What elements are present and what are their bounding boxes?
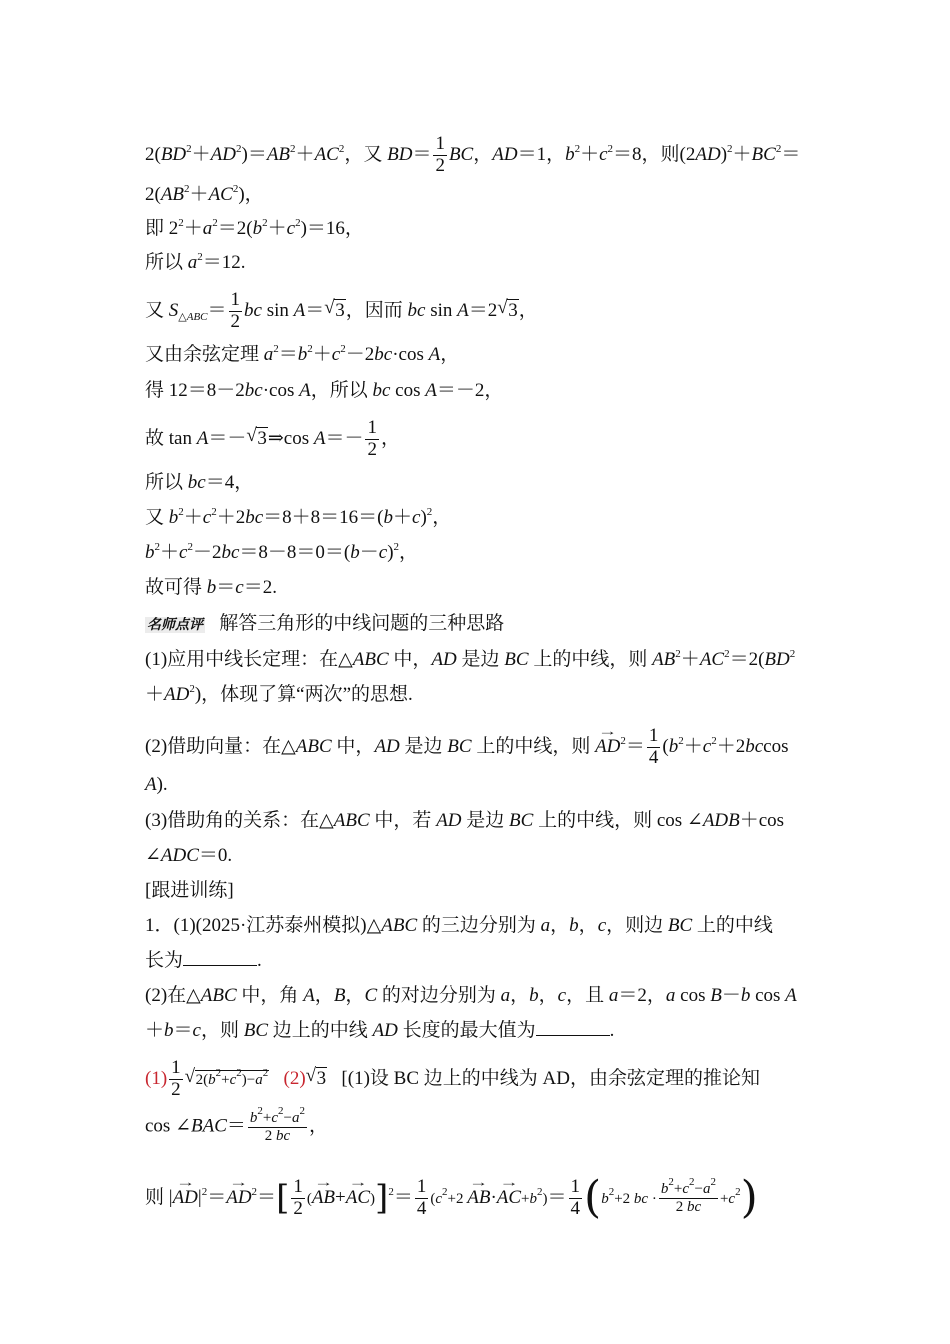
commentary-point-1b: $+AD^2$)，体现了算“两次”的思想. — [145, 683, 413, 705]
commentary-title: 解答三角形的中线问题的三种思路 — [219, 612, 505, 634]
commentary-point-2a: (2)借助向量：在△ABC 中，AD 是边 BC 上的中线，则 → $AD^2=$ $\frac{1}{4}$ ($b^2+c^2+2bccos$ — [145, 726, 788, 769]
commentary-point-1a: (1)应用中线长定理：在△ABC 中，AD 是边 BC 上的中线，则 $AB^2+AC^2=2(BD^2$ — [145, 648, 796, 670]
solution-line-11: $b^2+c^2-2bc=8-8=0=(b-c)^2$， — [145, 541, 419, 563]
commentary-point-3a: (3)借助角的关系：在△ABC 中，若 AD 是边 BC 上的中线，则 cos ∠ADB＋cos — [145, 810, 785, 831]
answer-blank-1[interactable] — [183, 951, 257, 966]
question-1-part-1-line-a: 1．(1)(2025·江苏泰州模拟)△ABC 的三边分别为 a，b，c，则边 BC 上的中线 — [145, 915, 773, 936]
cosine-formula-line: cos ∠BAC＝ $\frac{b^2+c^2-a^2}{2 bc}$ ， — [145, 1105, 329, 1144]
solution-line-3: 即 $2^2+a^2=2(b^2+c^2)=16$， — [145, 217, 364, 239]
commentary-heading — [145, 612, 504, 636]
solution-line-10: 又 $b^2+c^2+2bc=8+8=16=(b+c)^2$， — [145, 506, 452, 528]
solution-line-1: $2(BD^2+AD^2)=AB^2+AC^2$，又 BD＝ $\frac{1}{2}$ BC，AD＝1，$b^2+c^2=8$，则$(2AD)^2+BC^2=$ — [145, 133, 801, 176]
practice-header: [跟进训练] — [145, 880, 234, 901]
solution-line-8: 故 tan A＝－√ 3⇒cos A＝－ $\frac{1}{2}$ ， — [145, 418, 400, 461]
commentary-tag: 名师点评 — [147, 617, 203, 633]
commentary-point-2b: A). — [145, 774, 168, 795]
commentary-point-3b: ∠ADC＝0. — [145, 845, 233, 866]
solution-line-2: $2(AB^2+AC^2)$， — [145, 183, 264, 205]
answer-label-2: (2) — [283, 1067, 306, 1089]
question-1-part-1-line-b: 长为 . — [145, 950, 262, 971]
solution-line-7: 得 12＝8－2bc·cos A，所以 bc cos A＝－2， — [145, 380, 504, 401]
answer-explanation-start: [(1)设 BC 边上的中线为 AD，由余弦定理的推论知 — [341, 1067, 760, 1089]
solution-line-12: 故可得 b＝c＝2. — [145, 577, 277, 598]
vector-derivation-line: 则 |→ $AD|^2=\to AD^2=$[ $\frac{1}{2}$ (→ AB+→ AC)]$^2$＝ $\frac{1}{4}$ $(c^2+2 \to AB\cdot\to AC+b^2)=$ $\frac{1}{4}$ ($b^2+2$ bc · $\frac{b^2+c^2-a^2}{2 bc}$ $+c^2$) — [145, 1172, 758, 1225]
answer-line: (1) $\frac{1}{2}$ √ $2(b^2+c^2)-a^2$ (2)√ 3 [(1)设 BC 边上的中线为 AD，由余弦定理的推论知 — [145, 1058, 760, 1101]
solution-line-4: 所以 $a^2=12$. — [145, 251, 246, 273]
question-1-part-2-line-b: ＋b＝c，则 BC 边上的中线 AD 长度的最大值为 . — [145, 1020, 615, 1041]
solution-line-6: 又由余弦定理 $a^2=b^2+c^2-2bc\cdot\cos$ A， — [145, 343, 460, 365]
solution-line-5: 又 $S_{\triangle ABC}=$ $\frac{1}{2}$ bc sin A＝√ 3，因而 bc sin A＝2√ 3， — [145, 290, 538, 333]
question-1-part-2-line-a: (2)在△ABC 中，角 A，B，C 的对边分别为 a，b，c，且 a＝2，a cos B－b cos A — [145, 985, 797, 1006]
answer-label-1: (1) — [145, 1067, 168, 1089]
answer-blank-2[interactable] — [536, 1021, 610, 1036]
solution-line-9: 所以 bc＝4， — [145, 472, 254, 493]
